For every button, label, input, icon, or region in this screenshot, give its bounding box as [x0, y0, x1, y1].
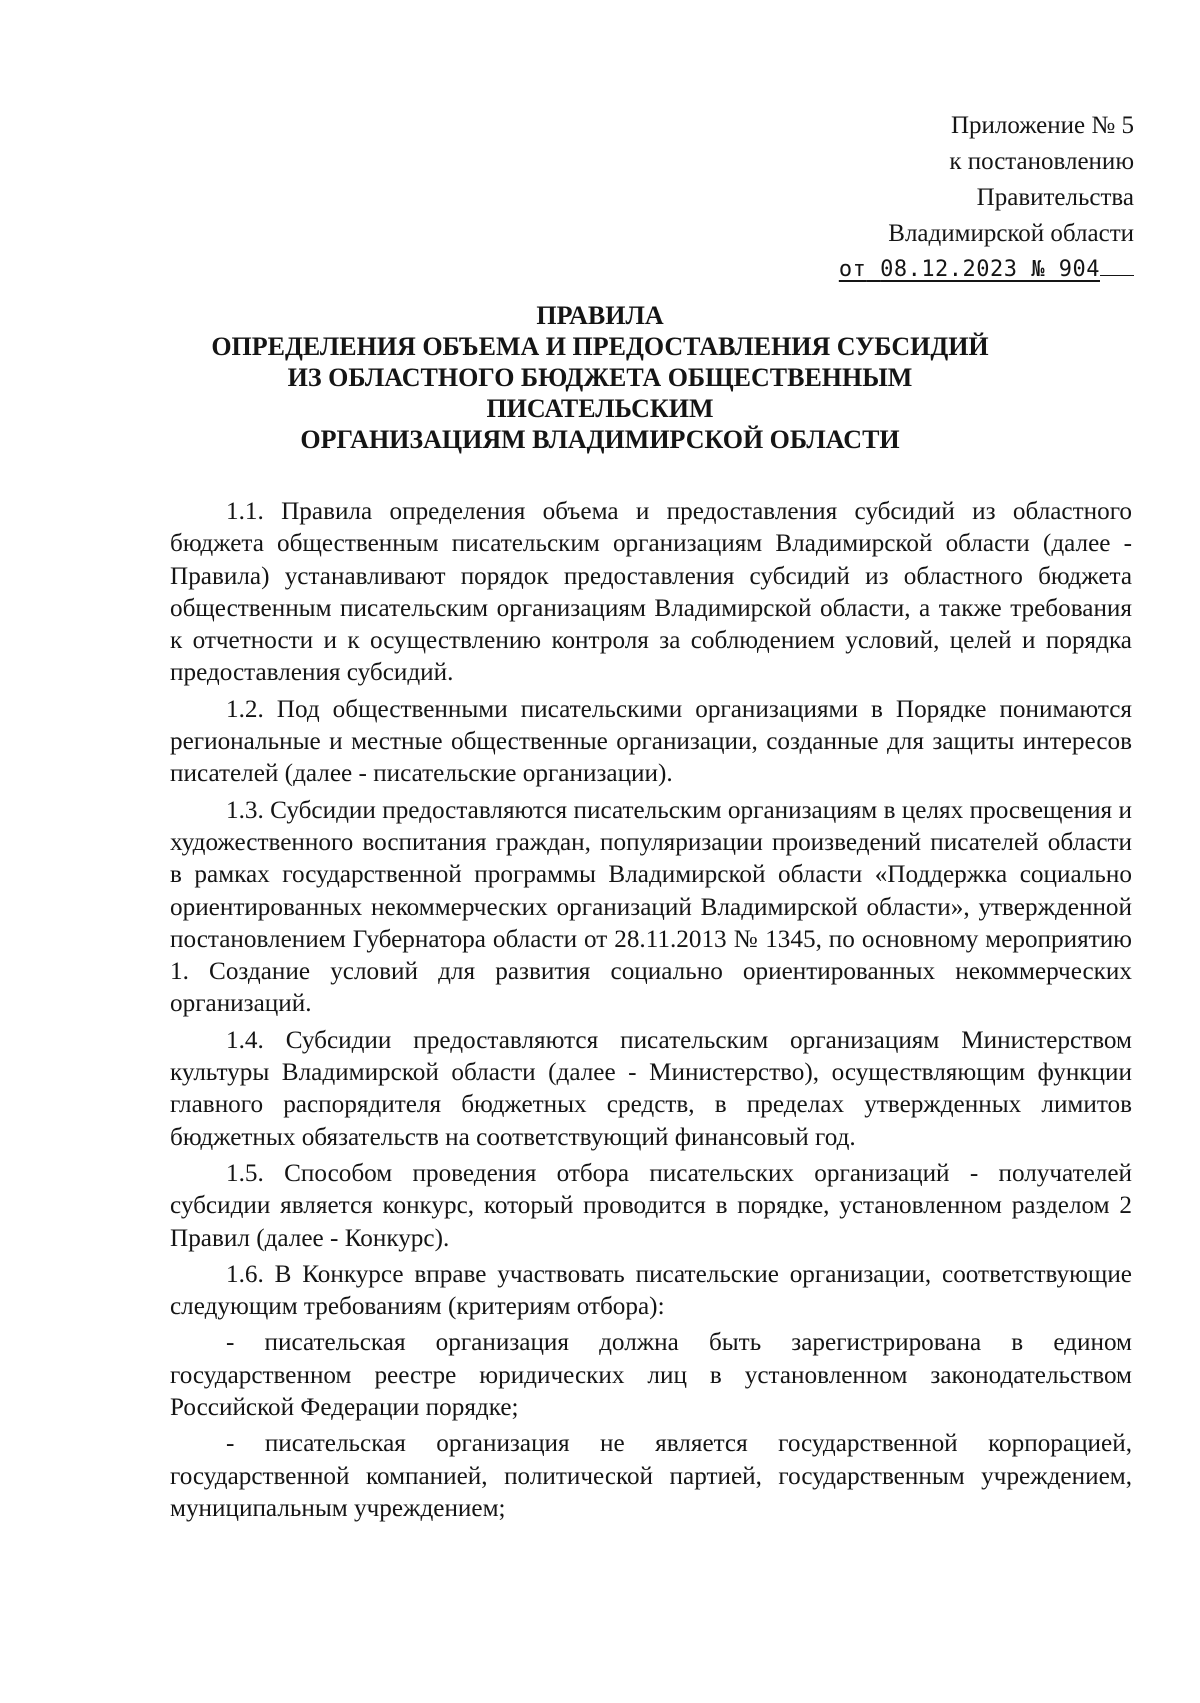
- criterion-item-1: - писательская организация должна быть зарегистрирована в едином государственном реестре юридических лиц в установленном законодательством Российской Федерации порядке;: [170, 1329, 1132, 1422]
- appendix-date-number: [694, 252, 1134, 288]
- paragraph-1-6: 1.6. В Конкурсе вправе участвовать писательские организации, соответствующие следующим требованиям (критериям отбора):: [170, 1260, 1132, 1321]
- document-body: [170, 496, 1132, 1529]
- document-title: [150, 300, 1050, 455]
- appendix-date-prefix: от: [838, 257, 867, 282]
- paragraph-1-4: 1.4. Субсидии предоставляются писательским организациям Министерством культуры Владимирской области (далее - Министерство), осуществляющим функции главного распорядителя бюджетных средств, в пределах утвержденных лимитов бюджетных обязательств на соответствующий финансовый год.: [170, 1026, 1132, 1151]
- title-line-2: ОПРЕДЕЛЕНИЯ ОБЪЕМА И ПРЕДОСТАВЛЕНИЯ СУБСИДИЙ: [211, 332, 989, 361]
- paragraph-1-1: 1.1. Правила определения объема и предоставления субсидий из областного бюджета общественным писательским организациям Владимирской области (далее - Правила) устанавливают порядок предоставления субсидий из областного бюджета общественным писательским организациям Владимирской области, а также требования к отчетности и к осуществлению контроля за соблюдением условий, целей и порядка предоставления субсидий.: [170, 498, 1132, 687]
- paragraph-1-3: 1.3. Субсидии предоставляются писательским организациям в целях просвещения и художественного воспитания граждан, популяризации произведений писателей области в рамках государственной программы Владимирской области «Поддержка социально ориентированных некоммерческих организаций Владимирской области», утвержденной постановлением Губернатора области от 28.11.2013 № 1345, по основному мероприятию 1. Создание условий для развития социально ориентированных некоммерческих организаций.: [170, 796, 1132, 1018]
- title-line-4: ПИСАТЕЛЬСКИМ: [486, 394, 714, 423]
- criterion-item-2: - писательская организация не является государственной корпорацией, государственной компанией, политической партией, государственным учреждением, муниципальным учреждением;: [170, 1430, 1132, 1522]
- title-line-1: ПРАВИЛА: [536, 301, 664, 330]
- paragraph-1-2: 1.2. Под общественными писательскими организациями в Порядке понимаются региональные и местные общественные организации, созданные для защиты интересов писателей (далее - писательские организации).: [170, 695, 1132, 788]
- appendix-date-value: 08.12.2023 № 904: [880, 257, 1100, 282]
- appendix-resolution-line: к постановлению: [949, 148, 1134, 175]
- appendix-region-line: Владимирской области: [888, 220, 1134, 247]
- appendix-government-line: Правительства: [976, 184, 1134, 211]
- paragraph-1-5: 1.5. Способом проведения отбора писательских организаций - получателей субсидии является конкурс, который проводится в порядке, установленном разделом 2 Правил (далее - Конкурс).: [170, 1159, 1132, 1252]
- title-line-5: ОРГАНИЗАЦИЯМ ВЛАДИМИРСКОЙ ОБЛАСТИ: [300, 425, 900, 454]
- title-line-3: ИЗ ОБЛАСТНОГО БЮДЖЕТА ОБЩЕСТВЕННЫМ: [287, 363, 913, 392]
- appendix-number: Приложение № 5: [950, 112, 1134, 139]
- appendix-header: [694, 108, 1134, 288]
